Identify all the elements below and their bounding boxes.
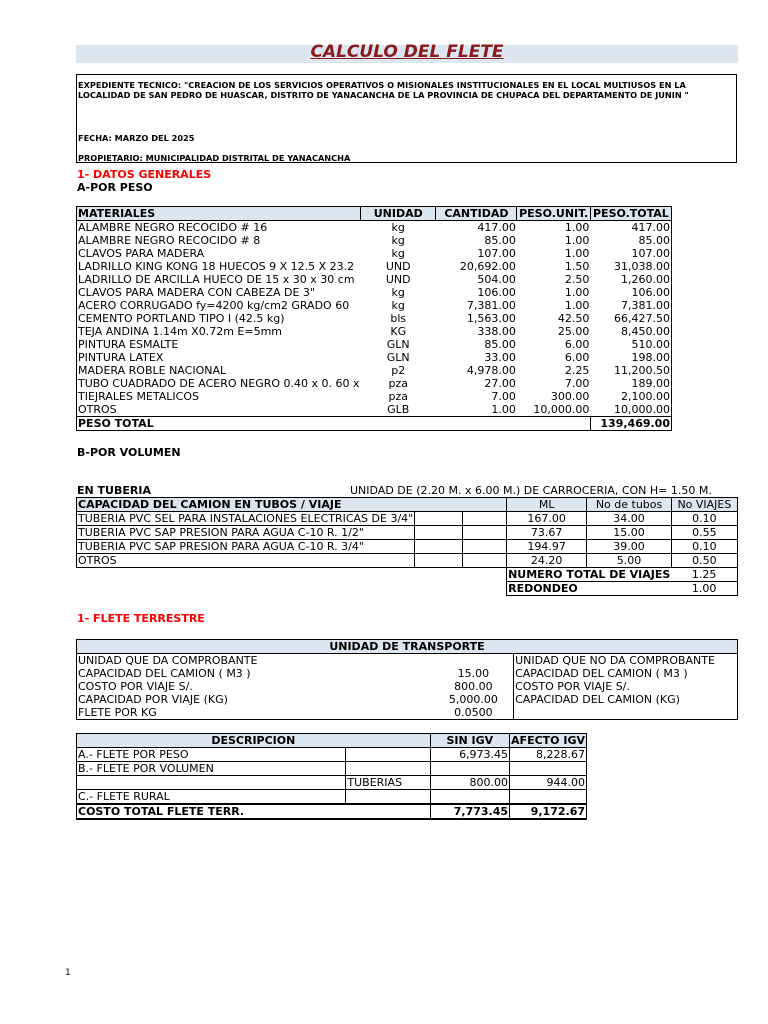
peso-cell: pza xyxy=(388,376,408,390)
transporte-table xyxy=(76,639,738,720)
peso-table xyxy=(76,206,672,431)
peso-header-cell: CANTIDAD xyxy=(436,207,517,221)
vol-row xyxy=(77,512,738,526)
vol-cell: 194.97 xyxy=(507,540,587,554)
peso-cell: pza xyxy=(388,389,408,403)
desc-cell xyxy=(510,762,587,776)
peso-row xyxy=(77,312,672,325)
section-flete-terrestre: 1- FLETE TERRESTRE xyxy=(77,612,205,625)
peso-cell: 11,200.50 xyxy=(590,364,671,377)
vol-cell: 34.00 xyxy=(587,512,672,526)
desc-cell xyxy=(510,790,587,805)
vol-cell xyxy=(415,512,462,526)
vol-header-cell: No de tubos xyxy=(587,498,672,512)
trans-right-label: CAPACIDAD DEL CAMION (KG) xyxy=(514,693,738,706)
peso-cell: 6.00 xyxy=(564,350,590,364)
redondeo-value: 1.00 xyxy=(671,582,737,596)
peso-cell: UND xyxy=(385,272,411,286)
peso-header-cell: MATERIALES xyxy=(77,207,361,221)
peso-row xyxy=(77,351,672,364)
vol-cell xyxy=(462,554,507,568)
peso-cell: p2 xyxy=(391,363,406,377)
peso-cell: MADERA ROBLE NACIONAL xyxy=(77,364,361,377)
peso-cell: LADRILLO KING KONG 18 HUECOS 9 X 12.5 X 23.2 xyxy=(77,260,361,273)
peso-cell: 10,000.00 xyxy=(590,403,671,417)
desc-header-cell: AFECTO IGV xyxy=(511,733,585,747)
peso-cell: 1,260.00 xyxy=(590,273,671,286)
vol-viajes-row xyxy=(77,568,738,582)
vol-cell: 0.50 xyxy=(671,554,737,568)
peso-cell: 10,000.00 xyxy=(533,402,590,416)
peso-cell: 85.00 xyxy=(590,234,671,247)
desc-row xyxy=(77,762,587,776)
peso-cell: ALAMBRE NEGRO RECOCIDO # 8 xyxy=(77,234,361,247)
fecha-text: FECHA: MARZO DEL 2025 xyxy=(78,133,195,143)
peso-cell: 33.00 xyxy=(484,350,516,364)
desc-header-row xyxy=(77,734,587,748)
trans-left-label: FLETE POR KG xyxy=(77,706,434,720)
vol-cell: 0.10 xyxy=(671,512,737,526)
transporte-header: UNIDAD DE TRANSPORTE xyxy=(77,640,738,654)
trans-row xyxy=(77,680,738,693)
peso-row xyxy=(77,299,672,312)
peso-cell: TEJA ANDINA 1.14m X0.72m E=5mm xyxy=(77,325,361,338)
desc-cell: 800.00 xyxy=(430,776,509,790)
trans-row xyxy=(77,667,738,680)
peso-cell: 7.00 xyxy=(491,389,516,403)
trans-right-label: COSTO POR VIAJE S/. xyxy=(514,680,738,693)
peso-cell: 417.00 xyxy=(590,221,671,235)
peso-cell: 1.00 xyxy=(564,298,590,312)
peso-row xyxy=(77,338,672,351)
desc-cell xyxy=(346,790,430,805)
peso-row xyxy=(77,364,672,377)
page-title: CALCULO DEL FLETE xyxy=(310,42,504,62)
peso-header-cell: UNIDAD xyxy=(361,207,436,221)
peso-cell: 1.50 xyxy=(564,259,590,273)
descripcion-table xyxy=(76,733,587,820)
peso-cell: 25.00 xyxy=(557,324,590,338)
peso-row xyxy=(77,234,672,247)
vol-cell: 0.55 xyxy=(671,526,737,540)
peso-cell: 7,381.00 xyxy=(590,299,671,312)
desc-total-label: COSTO TOTAL FLETE TERR. xyxy=(77,804,431,819)
peso-cell: 106.00 xyxy=(590,286,671,299)
trans-left-value: 800.00 xyxy=(454,679,493,693)
vol-cell: 15.00 xyxy=(587,526,672,540)
vol-row xyxy=(77,554,738,568)
vol-cell: OTROS xyxy=(77,554,415,568)
peso-cell: UND xyxy=(385,259,411,273)
vol-cell xyxy=(462,512,507,526)
peso-cell: 66,427.50 xyxy=(590,312,671,325)
desc-total-sin-igv: 7,773.45 xyxy=(430,804,509,819)
peso-row xyxy=(77,221,672,235)
peso-row xyxy=(77,273,672,286)
trans-header-row xyxy=(77,640,738,654)
vol-cell xyxy=(462,526,507,540)
desc-total-afecto-igv: 9,172.67 xyxy=(510,804,587,819)
peso-cell: 4,978.00 xyxy=(466,363,516,377)
peso-cell: 1.00 xyxy=(564,220,590,234)
peso-cell: 27.00 xyxy=(484,376,516,390)
vol-row xyxy=(77,526,738,540)
peso-row xyxy=(77,377,672,390)
peso-cell: TUBO CUADRADO DE ACERO NEGRO 0.40 x 0. 60 x xyxy=(78,376,360,390)
peso-cell: 85.00 xyxy=(484,233,516,247)
trans-left-label: UNIDAD QUE DA COMPROBANTE xyxy=(77,654,434,668)
peso-total-row xyxy=(77,417,672,431)
peso-cell: 107.00 xyxy=(477,246,516,260)
peso-cell: 1.00 xyxy=(491,402,516,416)
propietario-text: PROPIETARIO: MUNICIPALIDAD DISTRITAL DE YANACANCHA xyxy=(78,153,351,163)
trans-left-label: CAPACIDAD DEL CAMION ( M3 ) xyxy=(77,667,434,680)
peso-cell: kg xyxy=(391,220,405,234)
peso-cell: 1,563.00 xyxy=(466,311,516,325)
peso-row xyxy=(77,260,672,273)
vol-header-cell: No VIAJES xyxy=(671,498,737,512)
peso-cell: kg xyxy=(391,233,405,247)
peso-cell: ACERO CORRUGADO fy=4200 kg/cm2 GRADO 60 xyxy=(77,299,361,312)
peso-cell: 2.50 xyxy=(564,272,590,286)
redondeo-label: REDONDEO xyxy=(507,582,672,596)
peso-total-label: PESO TOTAL xyxy=(77,417,591,431)
vol-cell: 39.00 xyxy=(587,540,672,554)
desc-cell: A.- FLETE POR PESO xyxy=(77,748,346,762)
desc-row xyxy=(77,790,587,805)
vol-cell: TUBERIA PVC SAP PRESION PARA AGUA C-10 R. 3/4" xyxy=(77,540,415,554)
vol-redondeo-row xyxy=(77,582,738,596)
vol-cell: 24.20 xyxy=(507,554,587,568)
desc-row xyxy=(77,776,587,790)
trans-right-label xyxy=(514,706,738,720)
peso-row xyxy=(77,403,672,417)
peso-cell: 31,038.00 xyxy=(590,260,671,273)
peso-cell: ALAMBRE NEGRO RECOCIDO # 16 xyxy=(77,221,361,235)
peso-cell: 189.00 xyxy=(590,377,671,390)
desc-header-cell: SIN IGV xyxy=(430,734,509,748)
peso-cell: kg xyxy=(391,246,405,260)
peso-cell: 510.00 xyxy=(590,338,671,351)
vol-cell: 73.67 xyxy=(507,526,587,540)
peso-cell: 1.00 xyxy=(564,285,590,299)
peso-cell: 20,692.00 xyxy=(459,259,516,273)
unidad-note: UNIDAD DE (2.20 M. x 6.00 M.) DE CARROCERIA, CON H= 1.50 M. xyxy=(350,484,712,497)
peso-cell: 1.00 xyxy=(564,233,590,247)
trans-right-label: CAPACIDAD DEL CAMION ( M3 ) xyxy=(514,667,738,680)
vol-header-row xyxy=(77,498,738,512)
num-viajes-value: 1.25 xyxy=(671,568,737,582)
peso-cell: 106.00 xyxy=(477,285,516,299)
vol-header-cell: CAPACIDAD DEL CAMION EN TUBOS / VIAJE xyxy=(77,498,507,512)
peso-cell: GLB xyxy=(387,402,410,416)
peso-cell: GLN xyxy=(386,337,410,351)
trans-left-value: 0.0500 xyxy=(434,706,514,720)
peso-cell: KG xyxy=(390,324,407,338)
desc-header-cell: DESCRIPCION xyxy=(77,734,431,748)
peso-cell: TIEJRALES METALICOS xyxy=(77,390,361,403)
peso-cell: 85.00 xyxy=(484,337,516,351)
peso-cell: 7.00 xyxy=(564,376,590,390)
desc-cell: TUBERIAS xyxy=(346,776,430,790)
desc-total-row xyxy=(77,804,587,819)
vol-cell: 167.00 xyxy=(507,512,587,526)
peso-cell: bls xyxy=(390,311,407,325)
page-number: 1 xyxy=(65,968,71,978)
peso-cell: 7,381.00 xyxy=(466,298,516,312)
vol-cell xyxy=(415,540,462,554)
peso-header-row xyxy=(77,207,672,221)
vol-header-cell: ML xyxy=(507,498,587,512)
peso-header-cell: PESO.UNIT. xyxy=(517,207,590,221)
vol-cell: TUBERIA PVC SEL PARA INSTALACIONES ELECTRICAS DE 3/4" xyxy=(78,511,414,525)
vol-empty xyxy=(77,582,507,596)
peso-cell: 2.25 xyxy=(564,363,590,377)
trans-row xyxy=(77,654,738,668)
trans-left-label: COSTO POR VIAJE S/. xyxy=(77,680,434,693)
peso-cell: 338.00 xyxy=(477,324,516,338)
peso-cell: OTROS xyxy=(77,403,361,417)
num-viajes-label: NUMERO TOTAL DE VIAJES xyxy=(508,567,671,581)
desc-cell xyxy=(346,748,430,762)
trans-row xyxy=(77,706,738,720)
desc-cell xyxy=(346,762,430,776)
desc-row xyxy=(77,748,587,762)
peso-cell: 1.00 xyxy=(564,246,590,260)
peso-cell: 417.00 xyxy=(477,220,516,234)
desc-cell: B.- FLETE POR VOLUMEN xyxy=(77,762,346,776)
vol-empty xyxy=(77,568,507,582)
peso-cell: PINTURA LATEX xyxy=(77,351,361,364)
peso-row xyxy=(77,247,672,260)
peso-cell: 107.00 xyxy=(590,247,671,260)
peso-cell: 300.00 xyxy=(550,389,590,403)
peso-cell: 504.00 xyxy=(477,272,516,286)
desc-cell: 8,228.67 xyxy=(510,748,587,762)
peso-cell: PINTURA ESMALTE xyxy=(77,338,361,351)
vol-cell xyxy=(462,540,507,554)
peso-total-value: 139,469.00 xyxy=(590,417,671,431)
trans-left-value: 5,000.00 xyxy=(448,692,498,706)
peso-cell: CEMENTO PORTLAND TIPO I (42.5 kg) xyxy=(77,312,361,325)
peso-cell: CLAVOS PARA MADERA CON CABEZA DE 3" xyxy=(77,286,361,299)
desc-cell xyxy=(430,762,509,776)
volumen-table xyxy=(76,497,738,596)
peso-cell: LADRILLO DE ARCILLA HUECO DE 15 x 30 x 30 cm xyxy=(77,273,361,286)
section-datos-generales: 1- DATOS GENERALES xyxy=(77,168,212,181)
desc-cell: 944.00 xyxy=(510,776,587,790)
desc-cell xyxy=(430,790,509,805)
expediente-text: EXPEDIENTE TECNICO: "CREACION DE LOS SERVICIOS OPERATIVOS O MISIONALES INSTITUCIONALES EN EL LOCAL MULTIUSOS EN LA LOCALIDAD DE SAN PEDRO DE HUASCAR, DISTRITO DE YANACANCHA DE LA PROVINCIA DE CHUPACA DEL DEPARTAMENTO DE JUNIN " xyxy=(78,80,689,100)
vol-cell: TUBERIA PVC SAP PRESION PARA AGUA C-10 R. 1/2" xyxy=(77,526,415,540)
peso-cell: CLAVOS PARA MADERA xyxy=(77,247,361,260)
trans-row xyxy=(77,693,738,706)
section-por-volumen: B-POR VOLUMEN xyxy=(77,446,181,459)
trans-left-value xyxy=(434,654,514,668)
trans-right-label: UNIDAD QUE NO DA COMPROBANTE xyxy=(514,654,738,668)
peso-cell: 198.00 xyxy=(590,351,671,364)
desc-cell: C.- FLETE RURAL xyxy=(77,790,346,805)
desc-cell: 6,973.45 xyxy=(430,748,509,762)
peso-cell: 8,450.00 xyxy=(590,325,671,338)
vol-cell xyxy=(415,554,462,568)
tuberia-label: EN TUBERIA xyxy=(77,484,151,497)
vol-cell xyxy=(415,526,462,540)
vol-row xyxy=(77,540,738,554)
peso-cell: kg xyxy=(391,285,405,299)
trans-left-value: 15.00 xyxy=(457,666,490,680)
peso-cell: 6.00 xyxy=(564,337,590,351)
peso-cell: GLN xyxy=(386,350,410,364)
peso-cell: 2,100.00 xyxy=(590,390,671,403)
peso-row xyxy=(77,286,672,299)
section-por-peso: A-POR PESO xyxy=(77,181,153,194)
peso-row xyxy=(77,390,672,403)
peso-header-cell: PESO.TOTAL xyxy=(590,207,671,221)
trans-left-label: CAPACIDAD POR VIAJE (KG) xyxy=(77,693,434,706)
peso-row xyxy=(77,325,672,338)
peso-cell: kg xyxy=(391,298,405,312)
peso-cell: 42.50 xyxy=(557,311,590,325)
vol-cell: 0.10 xyxy=(671,540,737,554)
desc-cell xyxy=(77,776,346,790)
vol-cell: 5.00 xyxy=(587,554,672,568)
